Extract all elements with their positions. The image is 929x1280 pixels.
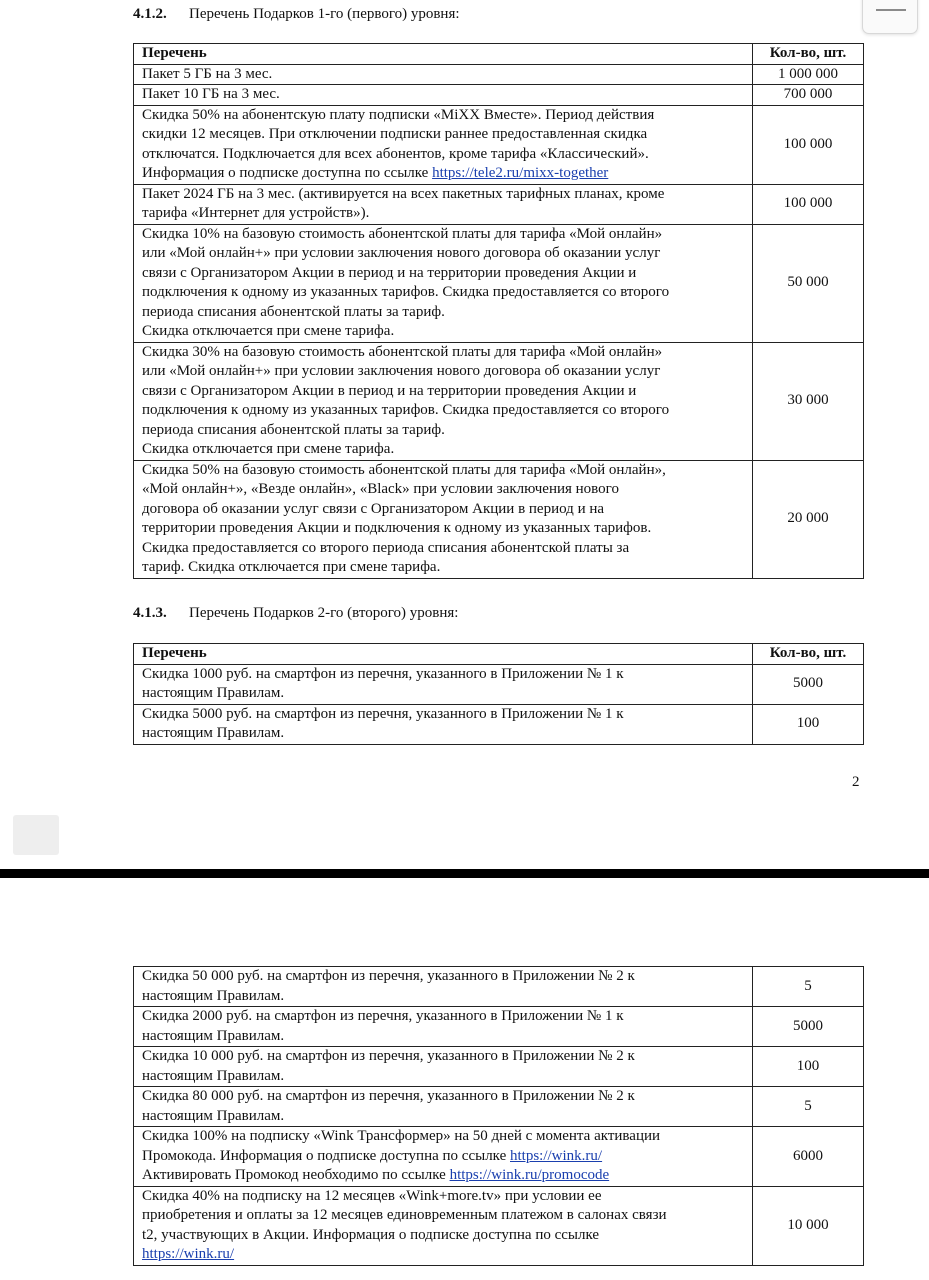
section-title: Перечень Подарков 1-го (первого) уровня: <box>189 6 460 22</box>
gift-description: Пакет 5 ГБ на 3 мес. <box>134 64 753 85</box>
gift-description: Скидка 2000 руб. на смартфон из перечня, указанного в Приложении № 1 к настоящим Правилам. <box>134 1007 753 1047</box>
section-heading-4-1-2 <box>133 4 460 24</box>
table-row <box>134 184 864 224</box>
page-divider <box>0 869 929 878</box>
gift-description: Скидка 100% на подписку «Wink Трансформер» на 50 дней с момента активации Промокода. Информация о подписке доступна по ссылке https://wink.ru/ Активировать Промокод необходимо по ссылке https://wink.ru/promocode <box>134 1127 753 1187</box>
gift-quantity: 6000 <box>753 1127 864 1187</box>
table-header-row <box>134 44 864 65</box>
gift-quantity: 5000 <box>753 1007 864 1047</box>
header-qty: Кол-во, шт. <box>753 644 864 665</box>
gift-description: Скидка 10 000 руб. на смартфон из перечня, указанного в Приложении № 2 к настоящим Правилам. <box>134 1047 753 1087</box>
gift-description: Пакет 10 ГБ на 3 мес. <box>134 85 753 106</box>
gift-quantity: 10 000 <box>753 1186 864 1265</box>
menu-button[interactable] <box>862 0 918 34</box>
page-thumbnail-placeholder <box>13 815 59 855</box>
gift-quantity: 5000 <box>753 664 864 704</box>
gift-description: Скидка 40% на подписку на 12 месяцев «Wink+more.tv» при условии ее приобретения и оплаты за 12 месяцев единовременным платежом в салонах связи t2, участвующих в Акции. Информация о подписке доступна по ссылке https://wink.ru/ <box>134 1186 753 1265</box>
gift-description: Скидка 50 000 руб. на смартфон из перечня, указанного в Приложении № 2 к настоящим Правилам. <box>134 967 753 1007</box>
header-list: Перечень <box>134 44 753 65</box>
table-header-row <box>134 644 864 665</box>
wink-promocode-link[interactable]: https://wink.ru/promocode <box>449 1167 610 1183</box>
gift-description: Пакет 2024 ГБ на 3 мес. (активируется на всех пакетных тарифных планах, кроме тарифа «Интернет для устройств»). <box>134 184 753 224</box>
section-number: 4.1.3. <box>133 605 167 621</box>
table-row <box>134 1007 864 1047</box>
table-row <box>134 664 864 704</box>
header-qty: Кол-во, шт. <box>753 44 864 65</box>
table-row <box>134 105 864 184</box>
page-number: 2 <box>852 774 860 790</box>
table-row <box>134 704 864 744</box>
gift-quantity: 1 000 000 <box>753 64 864 85</box>
table-row <box>134 1087 864 1127</box>
gift-description: Скидка 10% на базовую стоимость абонентской платы для тарифа «Мой онлайн» или «Мой онлайн+» при условии заключения нового договора об оказании услуг связи с Организатором Акции в период и на территории проведения Акции и подключения к одному из указанных тарифов. Скидка предоставляется со второго периода списания абонентской платы за тариф. Скидка отключается при смене тарифа. <box>134 224 753 342</box>
table-row <box>134 342 864 460</box>
section-heading-4-1-3 <box>133 603 458 623</box>
gifts-level-2-table-continued <box>133 966 864 1266</box>
gift-quantity: 30 000 <box>753 342 864 460</box>
gift-description: Скидка 80 000 руб. на смартфон из перечня, указанного в Приложении № 2 к настоящим Правилам. <box>134 1087 753 1127</box>
wink-link[interactable]: https://wink.ru/ <box>142 1246 235 1262</box>
gift-description: Скидка 30% на базовую стоимость абонентской платы для тарифа «Мой онлайн» или «Мой онлайн+» при условии заключения нового договора об оказании услуг связи с Организатором Акции в период и на территории проведения Акции и подключения к одному из указанных тарифов. Скидка предоставляется со второго периода списания абонентской платы за тариф. Скидка отключается при смене тарифа. <box>134 342 753 460</box>
gift-quantity: 100 <box>753 704 864 744</box>
table-row <box>134 64 864 85</box>
table-row <box>134 967 864 1007</box>
gift-quantity: 20 000 <box>753 460 864 578</box>
gift-quantity: 700 000 <box>753 85 864 106</box>
table-row <box>134 1186 864 1265</box>
mixx-together-link[interactable]: https://tele2.ru/mixx-together <box>432 165 609 181</box>
menu-bar-icon <box>876 9 906 11</box>
gift-quantity: 100 000 <box>753 105 864 184</box>
gift-quantity: 100 <box>753 1047 864 1087</box>
gift-quantity: 5 <box>753 967 864 1007</box>
header-list: Перечень <box>134 644 753 665</box>
gift-quantity: 100 000 <box>753 184 864 224</box>
table-row <box>134 1047 864 1087</box>
gift-quantity: 50 000 <box>753 224 864 342</box>
gift-description: Скидка 1000 руб. на смартфон из перечня, указанного в Приложении № 1 к настоящим Правилам. <box>134 664 753 704</box>
gifts-level-2-table <box>133 643 864 745</box>
gift-quantity: 5 <box>753 1087 864 1127</box>
gifts-level-1-table <box>133 43 864 579</box>
section-number: 4.1.2. <box>133 6 167 22</box>
gift-description: Скидка 50% на абонентскую плату подписки «MiXX Вместе». Период действия скидки 12 месяцев. При отключении подписки раннее предоставленная скидка отключатся. Подключается для всех абонентов, кроме тарифа «Классический». Информация о подписке доступна по ссылке https://tele2.ru/mixx-together <box>134 105 753 184</box>
wink-link[interactable]: https://wink.ru/ <box>510 1147 603 1164</box>
section-title: Перечень Подарков 2-го (второго) уровня: <box>189 605 459 621</box>
table-row <box>134 85 864 106</box>
table-row <box>134 224 864 342</box>
table-row <box>134 1127 864 1187</box>
gift-description: Скидка 5000 руб. на смартфон из перечня, указанного в Приложении № 1 к настоящим Правилам. <box>134 704 753 744</box>
gift-description: Скидка 50% на базовую стоимость абонентской платы для тарифа «Мой онлайн», «Мой онлайн+», «Везде онлайн», «Black» при условии заключения нового договора об оказании услуг связи с Организатором Акции в период и на территории проведения Акции и подключения к одному из указанных тарифов. Скидка предоставляется со второго периода списания абонентской платы за тариф. Скидка отключается при смене тарифа. <box>134 460 753 578</box>
table-row <box>134 460 864 578</box>
